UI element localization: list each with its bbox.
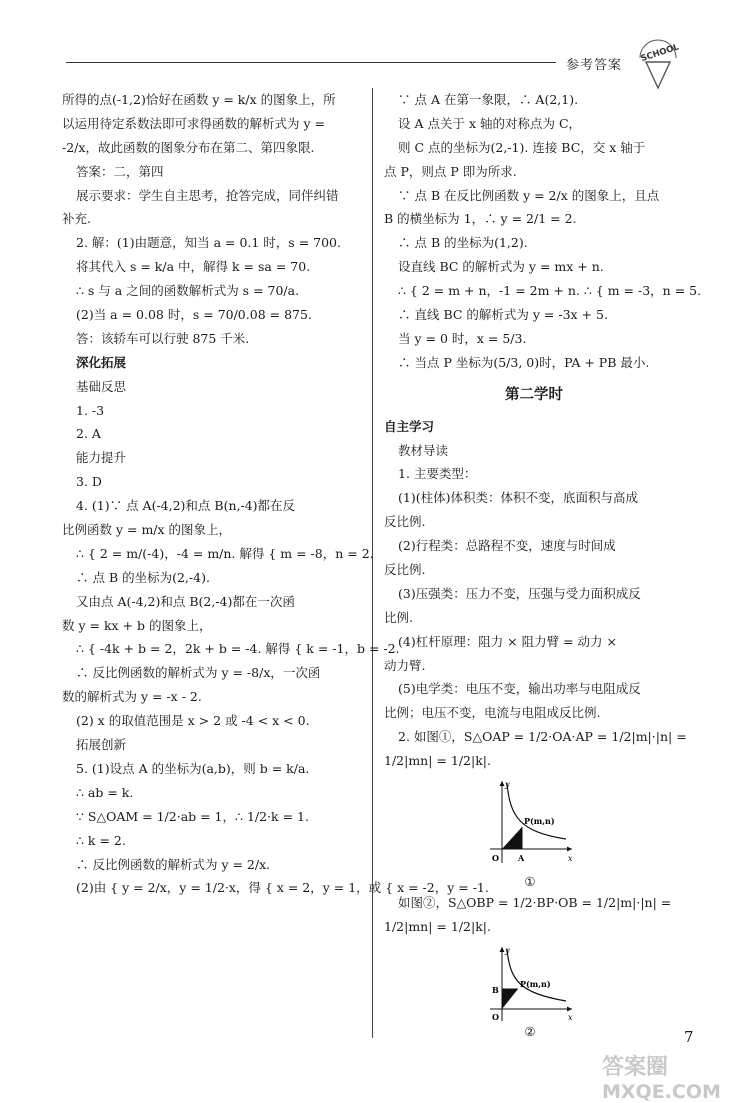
text-line: ∴ s 与 a 之间的函数解析式为 s = 70/a. (76, 283, 300, 299)
header-rule (66, 62, 556, 63)
axis-y-label: y (505, 780, 510, 790)
equation-line: ∴ { 2 = m/(-4)，-4 = m/n. 解得 { m = -8，n = 2. (76, 545, 374, 561)
text-line: (4)杠杆原理：阻力 × 阻力臂 = 动力 × (398, 633, 617, 649)
text-line: ∴ 反比例函数的解析式为 y = 2/x. (76, 856, 271, 872)
point-label: P(m,n) (520, 978, 551, 989)
text-line: 比例. (384, 609, 413, 625)
section-heading: 自主学习 (384, 418, 435, 434)
text-line: ∴ 直线 BC 的解析式为 y = -3x + 5. (398, 307, 608, 323)
subsection-heading: 拓展创新 (76, 737, 127, 753)
equation-line: (2)由 { y = 2/x，y = 1/2·x，得 { x = 2，y = 1，或 { x = -2，y = -1. (76, 880, 489, 896)
text-line: (1)(柱体)体积类：体积不变，底面积与高成 (398, 490, 638, 506)
axis-x-label: x (568, 1012, 573, 1022)
text-line: 设 A 点关于 x 轴的对称点为 C， (398, 115, 582, 131)
text-line: (2)当 a = 0.08 时，s = 70/0.08 = 875. (76, 307, 312, 323)
school-logo (632, 36, 684, 92)
text-line: 比例函数 y = m/x 的图象上， (62, 522, 232, 538)
subsection-heading: 能力提升 (76, 450, 127, 466)
text-line: 点 P，则点 P 即为所求. (384, 163, 517, 179)
text-line: (5)电学类：电压不变，输出功率与电阻成反 (398, 681, 641, 697)
x-axis-arrow-icon (567, 1006, 572, 1011)
figure-1-caption: ① (524, 874, 536, 890)
axis-x-label: x (568, 854, 573, 864)
text-line: ∵ 点 B 在反比例函数 y = 2/x 的图象上，且点 (398, 187, 660, 203)
text-line: 展示要求：学生自主思考，抢答完成，同伴纠错 (76, 187, 339, 203)
text-line: ∵ S△OAM = 1/2·ab = 1，∴ 1/2·k = 1. (76, 808, 309, 824)
text-line: 答：该轿车可以行驶 875 千米. (76, 330, 250, 346)
text-line: 3. D (76, 474, 102, 490)
shaded-triangle-obp (502, 989, 518, 1009)
text-line: 则 C 点的坐标为(2,-1). 连接 BC，交 x 轴于 (398, 139, 646, 155)
text-line: ∴ ab = k. (76, 784, 134, 800)
logo-text: SCHOOL (639, 42, 681, 65)
origin-label: O (492, 853, 499, 864)
text-line: 1. 主要类型： (398, 466, 477, 482)
text-line: 1/2|mn| = 1/2|k|. (384, 918, 491, 934)
equation-line: ∴ { -4k + b = 2，2k + b = -4. 解得 { k = -1，b = -2. (76, 641, 400, 657)
figure-2-graph (480, 943, 580, 1023)
watermark-line2: MXQE.COM (602, 1081, 721, 1103)
text-line: 又由点 A(-4,2)和点 B(2,-4)都在一次函 (76, 593, 295, 609)
equation-line: ∴ { 2 = m + n，-1 = 2m + n. ∴ { m = -3，n = 5. (398, 283, 702, 299)
text-line: 所得的点(-1,2)恰好在函数 y = k/x 的图象上，所 (62, 92, 336, 107)
answer-line: 答案：二，第四 (76, 163, 164, 179)
text-line: 1. -3 (76, 402, 105, 418)
text-line: 5. (1)设点 A 的坐标为(a,b)，则 b = k/a. (76, 760, 310, 776)
foot-label: A (518, 853, 525, 864)
text-line: 补充. (62, 211, 91, 227)
text-line: 以运用待定系数法即可求得函数的解析式为 y = (62, 115, 325, 131)
text-line: 2. 解：(1)由题意，知当 a = 0.1 时，s = 700. (76, 235, 341, 251)
section-heading: 深化拓展 (76, 354, 127, 370)
figure-1-graph (480, 777, 580, 873)
text-line: ∴ 点 B 的坐标为(2,-4). (76, 569, 210, 585)
y-axis-arrow-icon (500, 781, 505, 786)
text-line: ∴ 当点 P 坐标为(5/3, 0)时，PA + PB 最小. (398, 354, 650, 370)
text-line: 如图②，S△OBP = 1/2·BP·OB = 1/2|m|·|n| = (398, 895, 672, 911)
watermark (596, 1050, 748, 1102)
figure-2-caption: ② (524, 1023, 536, 1039)
text-line: ∴ k = 2. (76, 832, 126, 848)
text-line: 反比例. (384, 562, 426, 578)
text-line: 设直线 BC 的解析式为 y = mx + n. (398, 259, 604, 275)
subsection-heading: 基础反思 (76, 378, 127, 394)
text-line: 1/2|mn| = 1/2|k|. (384, 753, 491, 769)
foot-label: B (492, 984, 499, 995)
hyperbola-curve (507, 783, 566, 839)
right-column (384, 88, 702, 1041)
text-line: 当 y = 0 时，x = 5/3. (398, 330, 527, 346)
text-line: 4. (1)∵ 点 A(-4,2)和点 B(n,-4)都在反 (76, 498, 296, 514)
text-line: (2)行程类：总路程不变，速度与时间成 (398, 538, 616, 554)
x-axis-arrow-icon (567, 847, 572, 852)
text-line: ∴ 点 B 的坐标为(1,2). (398, 235, 528, 251)
text-line: 2. A (76, 426, 101, 442)
header-title: 参考答案 (566, 58, 623, 73)
y-axis-arrow-icon (500, 947, 505, 952)
text-line: 2. 如图①，S△OAP = 1/2·OA·AP = 1/2|m|·|n| = (398, 729, 687, 745)
text-line: (3)压强类：压力不变，压强与受力面积成反 (398, 585, 641, 601)
text-line: 动力臂. (384, 657, 426, 673)
text-line: (2) x 的取值范围是 x > 2 或 -4 < x < 0. (76, 713, 310, 729)
text-line: 反比例. (384, 514, 426, 530)
hyperbola-curve (507, 949, 566, 1001)
origin-label: O (492, 1011, 499, 1022)
axis-y-label: y (505, 945, 510, 955)
text-line: 比例；电压不变，电流与电阻成反比例. (384, 705, 601, 721)
watermark-line1: 答案圈 (602, 1055, 669, 1080)
subsection-heading: 教材导读 (398, 442, 449, 458)
text-line: -2/x，故此函数的图象分布在第二、第四象限. (62, 139, 315, 155)
text-line: ∴ 反比例函数的解析式为 y = -8/x，一次函 (76, 665, 321, 681)
text-line: B 的横坐标为 1，∴ y = 2/1 = 2. (384, 211, 577, 227)
text-line: 数的解析式为 y = -x - 2. (62, 689, 202, 705)
chapter-title: 第二学时 (505, 386, 563, 403)
point-label: P(m,n) (524, 816, 555, 827)
text-line: 将其代入 s = k/a 中，解得 k = sa = 70. (76, 259, 311, 275)
text-line: 数 y = kx + b 的图象上， (62, 617, 212, 633)
page-number: 7 (684, 1028, 694, 1046)
shaded-triangle-oap (502, 827, 522, 849)
text-line: ∵ 点 A 在第一象限，∴ A(2,1). (398, 92, 579, 107)
